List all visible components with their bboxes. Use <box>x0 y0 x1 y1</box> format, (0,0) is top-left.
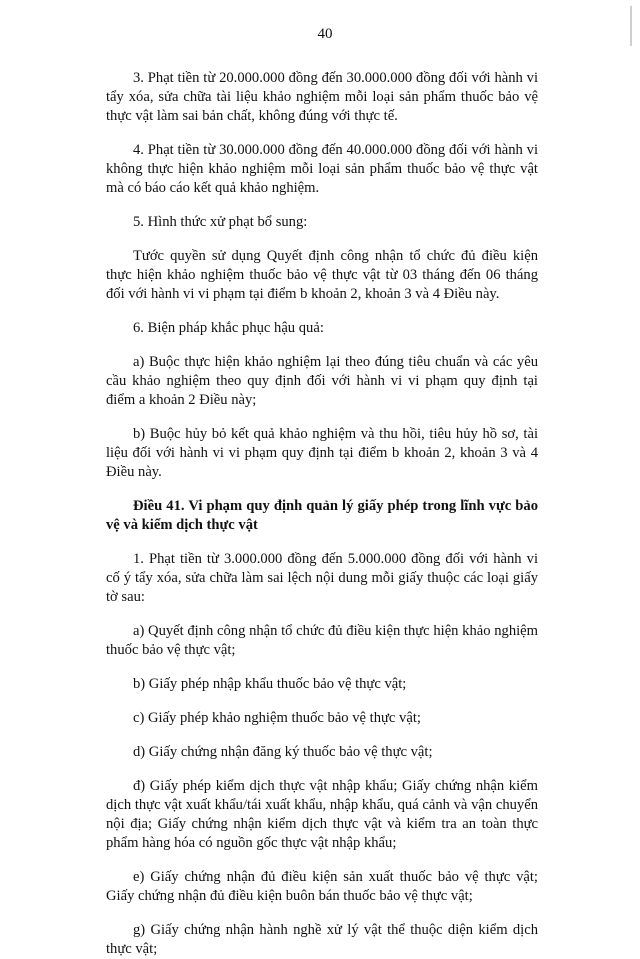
paragraph-item-d: d) Giấy chứng nhận đăng ký thuốc bảo vệ thực vật; <box>133 744 433 760</box>
paragraph-clause-6a: a) Buộc thực hiện khảo nghiệm lại theo đúng tiêu chuẩn và các yêu cầu khảo nghiệm theo quy định đối với hành vi vi phạm quy định tại điểm a khoản 2 Điều này; <box>106 354 538 408</box>
paragraph-clause-3: 3. Phạt tiền từ 20.000.000 đồng đến 30.000.000 đồng đối với hành vi tẩy xóa, sửa chữa tài liệu khảo nghiệm mỗi loại sản phẩm thuốc bảo vệ thực vật làm sai bản chất, không đúng với thực tế. <box>106 70 538 124</box>
paragraph-clause-4: 4. Phạt tiền từ 30.000.000 đồng đến 40.000.000 đồng đối với hành vi không thực hiện khảo nghiệm mỗi loại sản phẩm thuốc bảo vệ thực vật mà có báo cáo kết quả khảo nghiệm. <box>106 142 538 196</box>
page-number: 40 <box>317 26 333 42</box>
paragraph-clause-6: 6. Biện pháp khắc phục hậu quả: <box>133 320 324 336</box>
paragraph-item-b: b) Giấy phép nhập khẩu thuốc bảo vệ thực vật; <box>133 676 407 692</box>
paragraph-item-e: e) Giấy chứng nhận đủ điều kiện sản xuất thuốc bảo vệ thực vật; Giấy chứng nhận đủ điều kiện buôn bán thuốc bảo vệ thực vật; <box>106 869 538 904</box>
article-heading: Điều 41. Vi phạm quy định quản lý giấy phép trong lĩnh vực bảo vệ và kiểm dịch thực vật <box>106 498 538 533</box>
scan-edge-mark <box>630 6 632 46</box>
paragraph-article41-clause-1: 1. Phạt tiền từ 3.000.000 đồng đến 5.000.000 đồng đối với hành vi cố ý tẩy xóa, sửa chữa làm sai lệch nội dung mỗi giấy thuộc các loại giấy tờ sau: <box>106 551 538 605</box>
paragraph-clause-5-content: Tước quyền sử dụng Quyết định công nhận tổ chức đủ điều kiện thực hiện khảo nghiệm thuốc bảo vệ thực vật từ 03 tháng đến 06 tháng đối với hành vi vi phạm tại điểm b khoản 2, khoản 3 và 4 Điều này. <box>106 248 538 302</box>
paragraph-item-a: a) Quyết định công nhận tổ chức đủ điều kiện thực hiện khảo nghiệm thuốc bảo vệ thực vật; <box>106 623 538 658</box>
paragraph-clause-6b: b) Buộc hủy bỏ kết quả khảo nghiệm và thu hồi, tiêu hủy hồ sơ, tài liệu đối với hành vi vi phạm quy định tại điểm b khoản 2, khoản 3 và 4 Điều này. <box>106 426 538 480</box>
paragraph-item-g: g) Giấy chứng nhận hành nghề xử lý vật thể thuộc diện kiểm dịch thực vật; <box>106 922 538 957</box>
paragraph-clause-5: 5. Hình thức xử phạt bổ sung: <box>133 214 308 230</box>
paragraph-item-c: c) Giấy phép khảo nghiệm thuốc bảo vệ thực vật; <box>133 710 421 726</box>
paragraph-item-dd: đ) Giấy phép kiểm dịch thực vật nhập khẩu; Giấy chứng nhận kiểm dịch thực vật xuất khẩu/tái xuất khẩu, nhập khẩu, quá cảnh và vận chuyển nội địa; Giấy chứng nhận kiểm dịch thực vật và kiểm tra an toàn thực phẩm hàng hóa có nguồn gốc thực vật nhập khẩu; <box>106 778 538 851</box>
